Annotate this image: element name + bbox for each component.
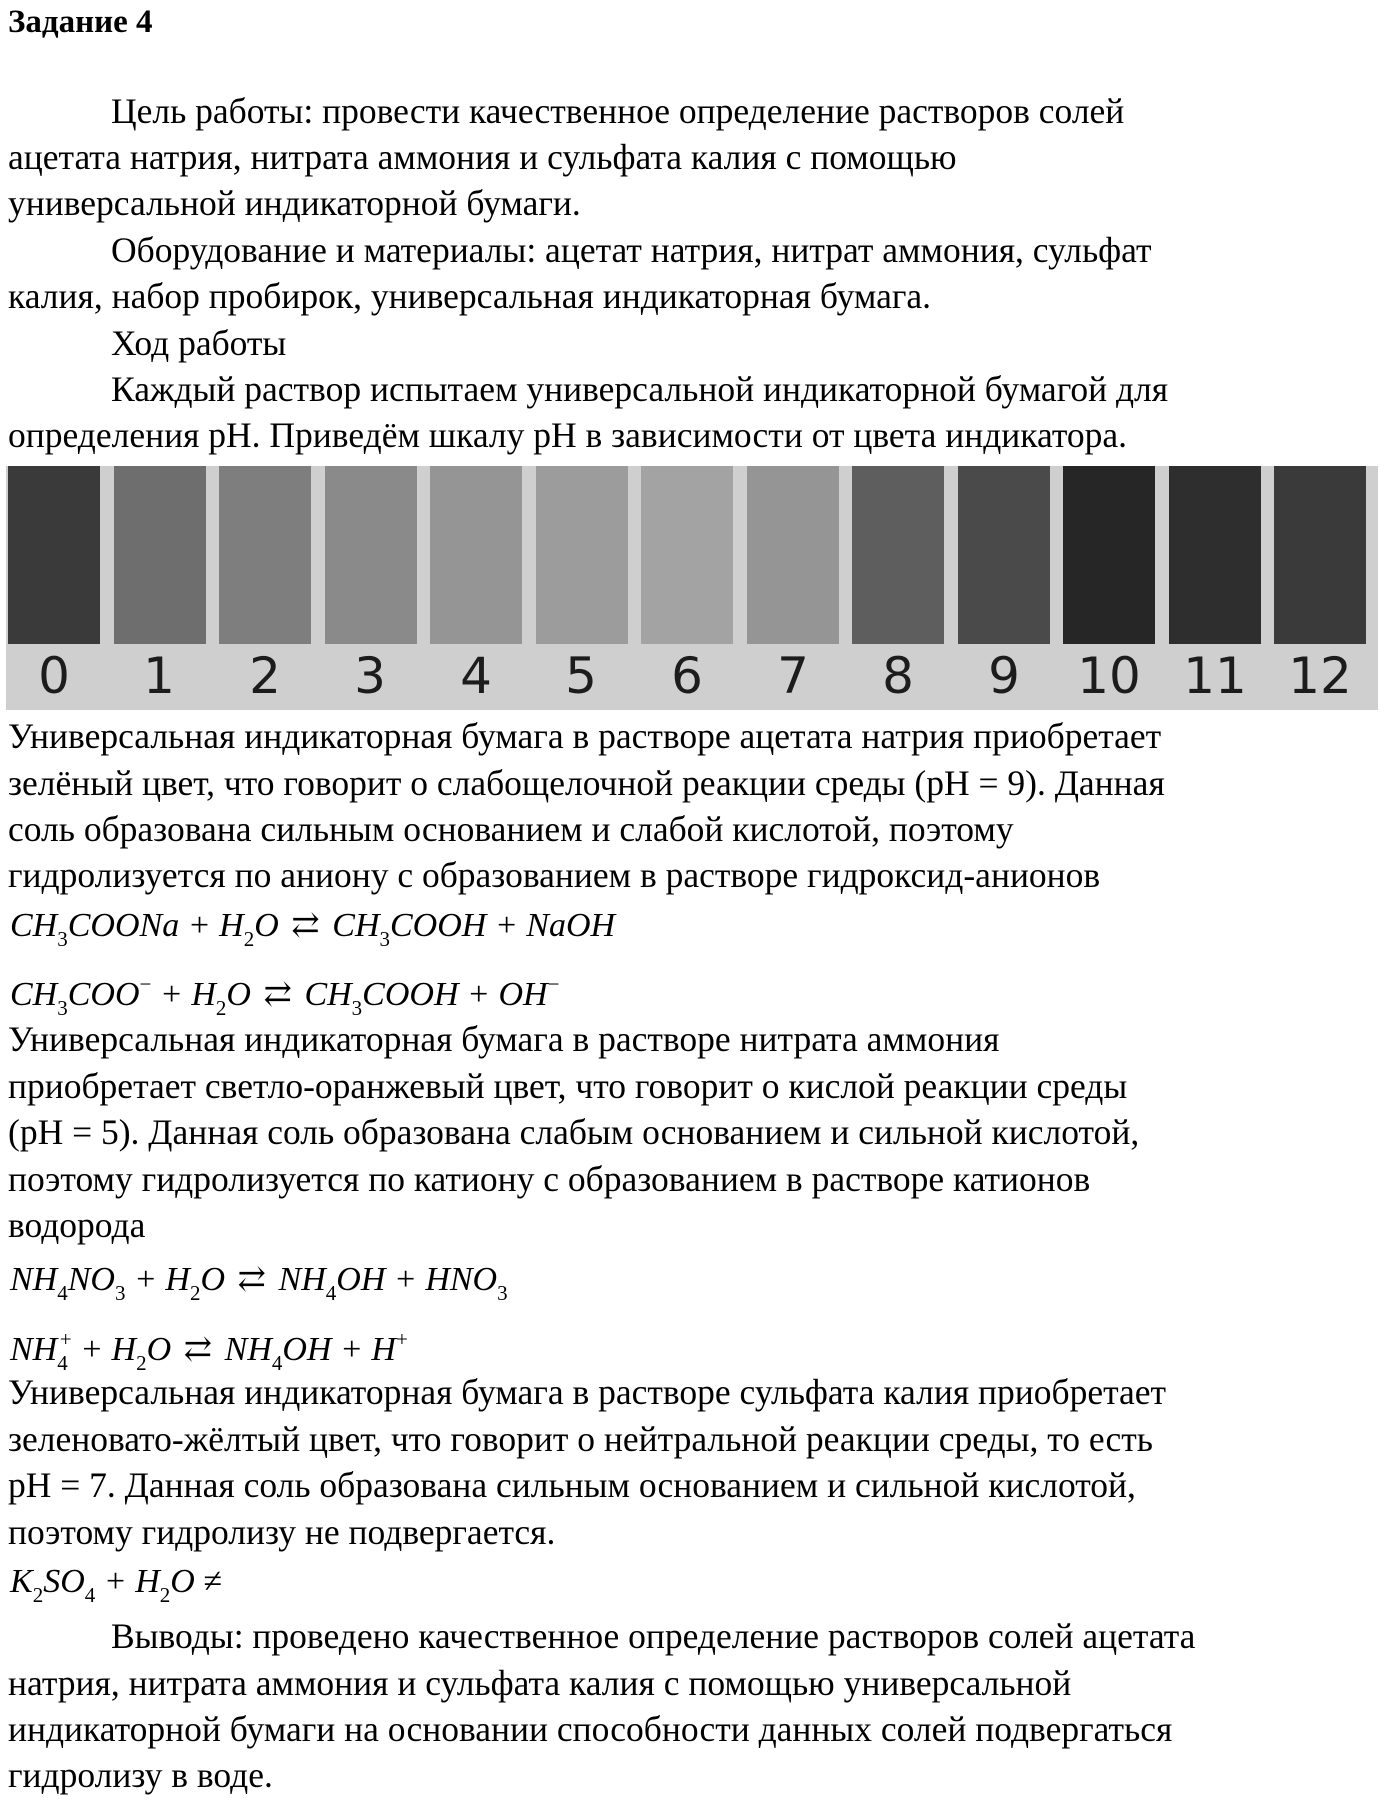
acetate-equation-ionic: $CH_3COO^- + H_2O$ ⇄ $CH_3COOH + OH^-$ (10, 972, 560, 1020)
equilibrium-arrow-icon: ⇄ (237, 1261, 267, 1298)
procedure-line-2: определения рН. Приведём шкалу рН в зависимости от цвета индикатора. (8, 415, 1128, 455)
acetate-line-1: Универсальная индикаторная бумага в растворе ацетата натрия приобретает (8, 716, 1162, 756)
procedure-line-1: Каждый раствор испытаем универсальной индикаторной бумагой для (111, 369, 1169, 409)
conclusion-line-4: гидролизу в воде. (8, 1755, 273, 1795)
intro-line-2: ацетата натрия, нитрата аммония и сульфата калия с помощью (8, 137, 957, 177)
ph-strip-1 (114, 466, 206, 644)
conclusion-line-2: натрия, нитрата аммония и сульфата калия с помощью универсальной (8, 1663, 1072, 1703)
ph-strip-5 (536, 466, 628, 644)
equilibrium-arrow-icon: ⇄ (291, 907, 320, 944)
intro-line-1: Цель работы: провести качественное определение растворов солей (111, 91, 1125, 131)
ph-label-5: 5 (565, 647, 597, 705)
ph-strip-4 (430, 466, 522, 644)
ph-strip-11 (1169, 466, 1261, 644)
sulfate-line-3: рН = 7. Данная соль образована сильным основанием и сильной кислотой, (8, 1465, 1136, 1505)
conclusion-line-3: индикаторной бумаги на основании способности данных солей подвергаться (8, 1709, 1173, 1749)
ph-strip-12 (1274, 466, 1366, 644)
ph-color-scale (6, 466, 1378, 710)
equipment-line-2: калия, набор пробирок, универсальная индикаторная бумага. (8, 276, 932, 316)
ph-label-0: 0 (38, 647, 70, 705)
ph-strip-3 (325, 466, 417, 644)
sulfate-line-1: Универсальная индикаторная бумага в растворе сульфата калия приобретает (8, 1372, 1167, 1412)
acetate-line-4: гидролизуется по аниону с образованием в растворе гидроксид-анионов (8, 855, 1101, 895)
nitrate-line-2: приобретает светло-оранжевый цвет, что говорит о кислой реакции среды (8, 1066, 1128, 1106)
ph-strip-6 (641, 466, 733, 644)
ph-label-1: 1 (143, 647, 175, 705)
task-title: Задание 4 (8, 4, 153, 40)
ph-strip-9 (958, 466, 1050, 644)
ph-label-3: 3 (354, 647, 386, 705)
intro-line-3: универсальной индикаторной бумаги. (8, 183, 581, 223)
ph-label-6: 6 (671, 647, 703, 705)
equilibrium-arrow-icon: ⇄ (263, 976, 292, 1013)
sulfate-equation: $K_2SO_4 + H_2O$ ≠ (10, 1563, 222, 1607)
sulfate-line-4: поэтому гидролизу не подвергается. (8, 1512, 556, 1552)
procedure-heading: Ход работы (111, 323, 287, 363)
ph-label-9: 9 (988, 647, 1020, 705)
ph-label-8: 8 (882, 647, 914, 705)
equilibrium-arrow-icon: ⇄ (183, 1331, 213, 1368)
ph-label-7: 7 (777, 647, 809, 705)
nitrate-line-5: водорода (8, 1205, 146, 1245)
ph-strip-7 (747, 466, 839, 644)
nitrate-line-3: (рН = 5). Данная соль образована слабым основанием и сильной кислотой, (8, 1112, 1140, 1152)
ph-strip-8 (852, 466, 944, 644)
equipment-line-1: Оборудование и материалы: ацетат натрия, нитрат аммония, сульфат (111, 230, 1152, 270)
acetate-line-3: соль образована сильным основанием и слабой кислотой, поэтому (8, 809, 1014, 849)
ph-label-2: 2 (249, 647, 281, 705)
nitrate-line-4: поэтому гидролизуется по катиону с образованием в растворе катионов (8, 1159, 1091, 1199)
nitrate-equation-ionic: $NH_4^+ + H_2O$ ⇄ $NH_4OH + H^+$ (10, 1327, 408, 1375)
ph-label-10: 10 (1077, 647, 1141, 705)
ph-label-11: 11 (1183, 647, 1247, 705)
nitrate-line-1: Универсальная индикаторная бумага в растворе нитрата аммония (8, 1019, 1000, 1059)
nitrate-equation-molecular: $NH_4NO_3 + H_2O$ ⇄ $NH_4OH + HNO_3$ (10, 1258, 508, 1315)
ph-label-4: 4 (460, 647, 492, 705)
sulfate-line-2: зеленовато-жёлтый цвет, что говорит о нейтральной реакции среды, то есть (8, 1419, 1153, 1459)
ph-strip-10 (1063, 466, 1155, 644)
ph-label-12: 12 (1288, 647, 1352, 705)
conclusion-line-1: Выводы: проведено качественное определение растворов солей ацетата (111, 1616, 1196, 1656)
acetate-equation-molecular: $CH_3COONa + H_2O$ ⇄ $CH_3COOH$ + NaOH (10, 904, 615, 961)
ph-strip-0 (8, 466, 100, 644)
acetate-line-2: зелёный цвет, что говорит о слабощелочной реакции среды (рН = 9). Данная (8, 763, 1165, 803)
ph-strip-2 (219, 466, 311, 644)
